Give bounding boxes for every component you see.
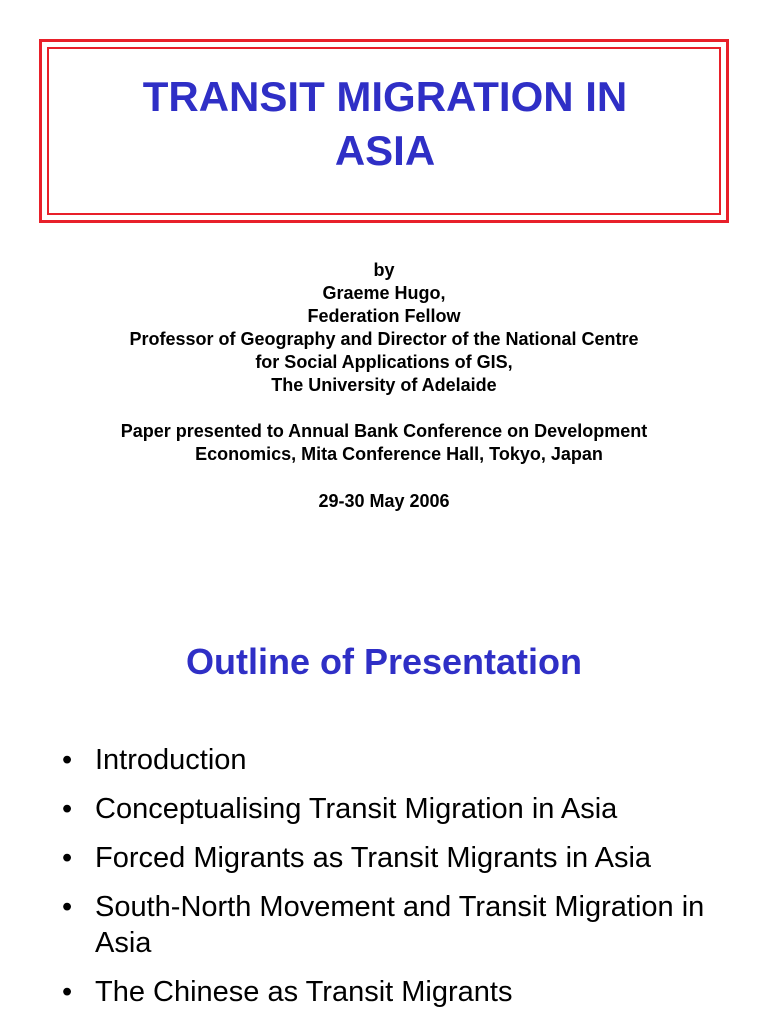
outline-item-chinese [60, 974, 720, 1010]
bullet-icon: • [62, 976, 73, 1008]
outline-list [60, 742, 720, 1023]
author-role-line-2: for Social Applications of GIS, [255, 352, 513, 372]
author-name: Graeme Hugo, [322, 283, 446, 303]
outline-item-label: South-North Movement and Transit Migration in Asia [95, 891, 705, 959]
outline-item-label: Introduction [95, 744, 247, 776]
presentation-date: 29-30 May 2006 [318, 491, 450, 511]
author-block [0, 259, 768, 397]
author-institution: The University of Adelaide [271, 375, 497, 395]
outline-item-forced-migrants [60, 840, 720, 876]
bullet-icon: • [62, 793, 73, 825]
slide-title-line-2: ASIA [334, 127, 436, 174]
slide-title-line-1: TRANSIT MIGRATION IN [142, 73, 628, 120]
bullet-icon: • [62, 891, 73, 923]
outline-item-label: Conceptualising Transit Migration in Asia [95, 793, 618, 825]
author-position: Federation Fellow [307, 306, 461, 326]
author-role-line-1: Professor of Geography and Director of the National Centre [129, 329, 639, 349]
slide-title [45, 70, 725, 178]
outline-heading: Outline of Presentation [185, 641, 583, 682]
conference-line-2: Economics, Mita Conference Hall, Tokyo, Japan [195, 444, 603, 464]
bullet-icon: • [62, 842, 73, 874]
conference-block [0, 420, 768, 466]
outline-item-introduction [60, 742, 720, 778]
conference-line-1: Paper presented to Annual Bank Conference on Development [120, 421, 648, 441]
outline-item-conceptualising [60, 791, 720, 827]
author-by: by [373, 260, 395, 280]
outline-item-south-north [60, 889, 720, 961]
outline-item-label: Forced Migrants as Transit Migrants in Asia [95, 842, 652, 874]
outline-item-label: The Chinese as Transit Migrants [95, 976, 513, 1008]
bullet-icon: • [62, 744, 73, 776]
